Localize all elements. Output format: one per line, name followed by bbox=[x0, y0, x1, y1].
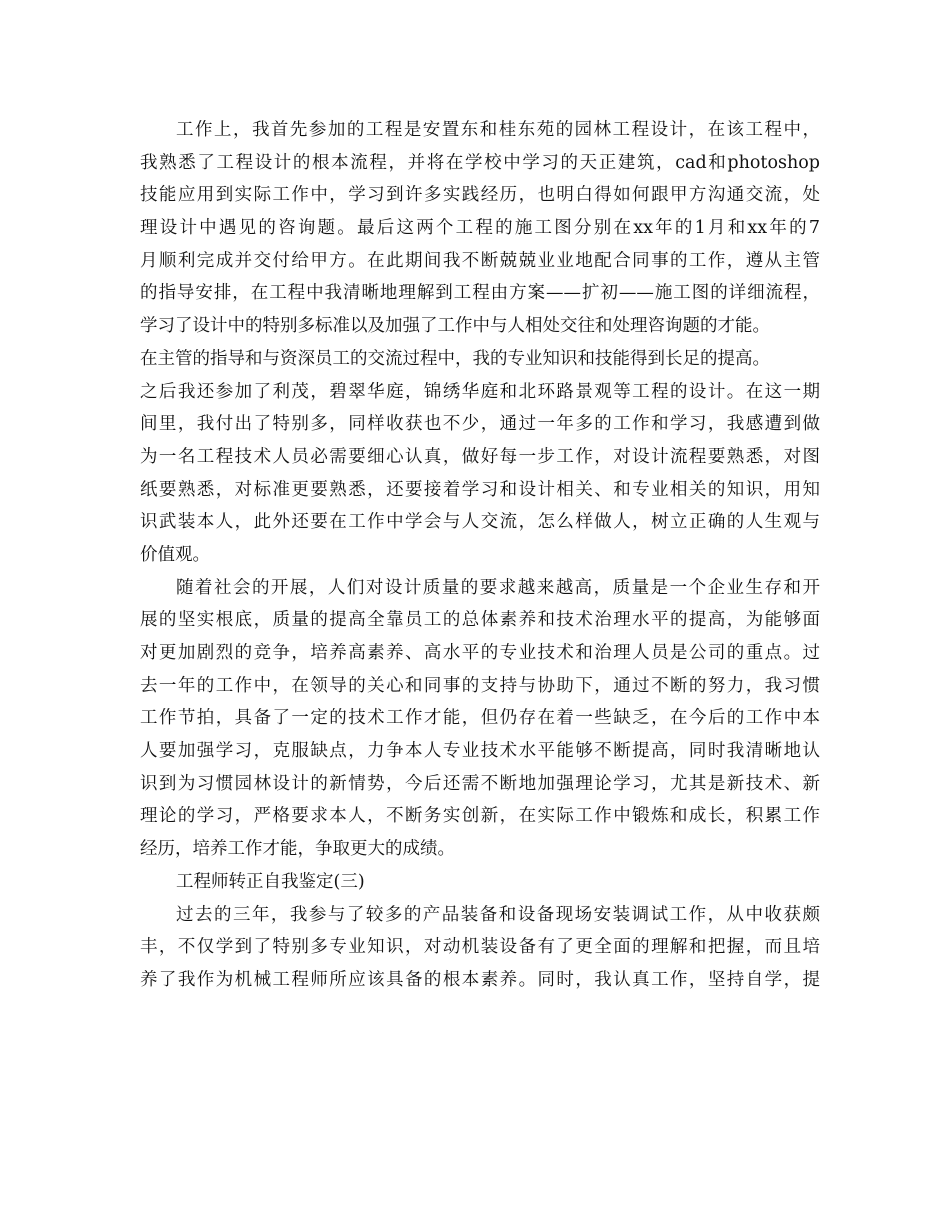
text-line: 我熟悉了工程设计的根本流程，并将在学校中学习的天正建筑，cad和photoshop bbox=[140, 152, 820, 173]
text-line: 价值观。 bbox=[140, 544, 210, 565]
text-line: 理论的学习，严格要求本人，不断务实创新，在实际工作中锻炼和成长，积累工作 bbox=[140, 806, 820, 827]
text-line: 养了我作为机械工程师所应该具备的根本素养。同时，我认真工作，坚持自学，提 bbox=[140, 969, 820, 990]
text-line: 经历，培养工作才能，争取更大的成绩。 bbox=[140, 839, 455, 860]
text-line: 随着社会的开展，人们对设计质量的要求越来越高，质量是一个企业生存和开 bbox=[176, 577, 820, 598]
text-line: 的指导安排，在工程中我清晰地理解到工程由方案——扩初——施工图的详细流程， bbox=[140, 283, 820, 304]
text-line: 月顺利完成并交付给甲方。在此期间我不断兢兢业业地配合同事的工作，遵从主管 bbox=[140, 250, 820, 271]
text-line: 学习了设计中的特别多标准以及加强了工作中与人相处交往和处理咨询题的才能。 bbox=[140, 316, 770, 337]
document-page bbox=[140, 114, 820, 997]
text-line: 去一年的工作中，在领导的关心和同事的支持与协助下，通过不断的努力，我习惯 bbox=[140, 675, 820, 696]
text-line: 工作节拍，具备了一定的技术工作才能，但仍存在着一些缺乏，在今后的工作中本 bbox=[140, 708, 820, 729]
text-line: 间里，我付出了特别多，同样收获也不少，通过一年多的工作和学习，我感遭到做 bbox=[140, 414, 820, 435]
text-line: 过去的三年，我参与了较多的产品装备和设备现场安装调试工作，从中收获颇 bbox=[176, 904, 820, 925]
text-line: 技能应用到实际工作中，学习到许多实践经历，也明白得如何跟甲方沟通交流，处 bbox=[140, 185, 820, 206]
text-line: 之后我还参加了利茂，碧翠华庭，锦绣华庭和北环路景观等工程的设计。在这一期 bbox=[140, 381, 820, 402]
text-line: 人要加强学习，克服缺点，力争本人专业技术水平能够不断提高，同时我清晰地认 bbox=[140, 741, 820, 762]
text-line: 展的坚实根底，质量的提高全靠员工的总体素养和技术治理水平的提高，为能够面 bbox=[140, 610, 820, 631]
text-line: 工作上，我首先参加的工程是安置东和桂东苑的园林工程设计，在该工程中， bbox=[176, 120, 820, 140]
text-line: 工程师转正自我鉴定(三) bbox=[176, 871, 365, 892]
text-line: 识武装本人，此外还要在工作中学会与人交流，怎么样做人，树立正确的人生观与 bbox=[140, 512, 820, 533]
text-line: 纸要熟悉，对标准更要熟悉，还要接着学习和设计相关、和专业相关的知识，用知 bbox=[140, 479, 820, 500]
text-line: 丰，不仅学到了特别多专业知识，对动机装设备有了更全面的理解和把握，而且培 bbox=[140, 937, 820, 958]
text-line: 对更加剧烈的竞争，培养高素养、高水平的专业技术和治理人员是公司的重点。过 bbox=[140, 643, 820, 663]
text-line: 识到为习惯园林设计的新情势，今后还需不断地加强理论学习，尤其是新技术、新 bbox=[140, 773, 820, 794]
text-line: 理设计中遇见的咨询题。最后这两个工程的施工图分别在xx年的1月和xx年的7 bbox=[140, 218, 820, 239]
text-line: 为一名工程技术人员必需要细心认真，做好每一步工作，对设计流程要熟悉，对图 bbox=[140, 446, 820, 467]
text-line: 在主管的指导和与资深员工的交流过程中，我的专业知识和技能得到长足的提高。 bbox=[140, 348, 770, 369]
